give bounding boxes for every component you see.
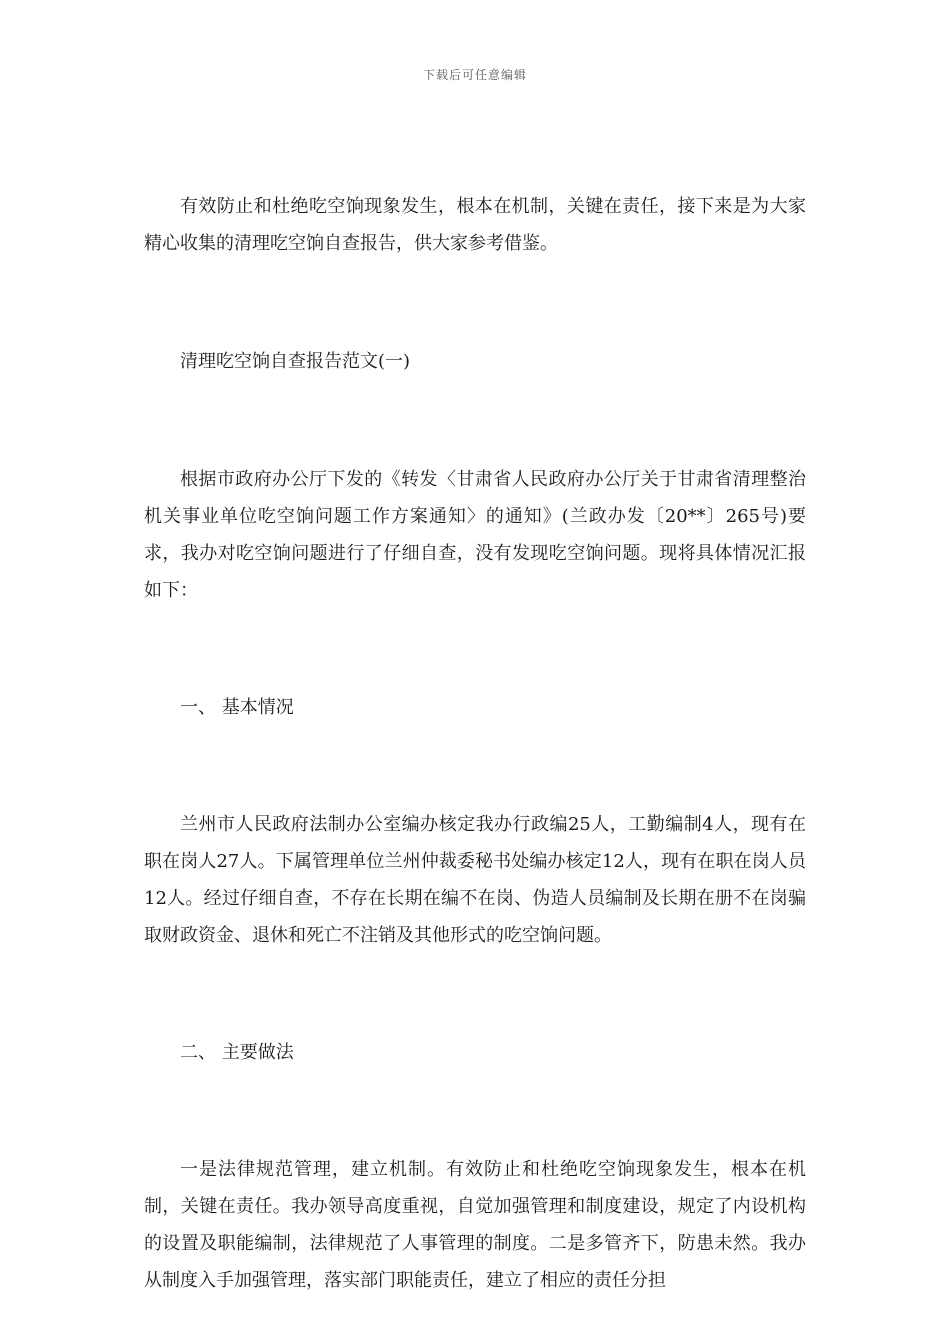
paragraph-basis: 根据市政府办公厅下发的《转发〈甘肃省人民政府办公厅关于甘肃省清理整治机关事业单位吃空饷问题工作方案通知〉的通知》(兰政办发〔20**〕265号)要求，我办对吃空饷问题进行了仔细自查，没有发现吃空饷问题。现将具体情况汇报如下： bbox=[144, 469, 806, 601]
paragraph-practices: 一是法律规范管理，建立机制。有效防止和杜绝吃空饷现象发生，根本在机制，关键在责任。我办领导高度重视，自觉加强管理和制度建设，规定了内设机构的设置及职能编制，法律规范了人事管理的制度。二是多管齐下，防患未然。我办从制度入手加强管理，落实部门职能责任，建立了相应的责任分担 bbox=[144, 1159, 806, 1291]
spacer bbox=[144, 380, 806, 461]
spacer bbox=[144, 954, 806, 1034]
report-title: 清理吃空饷自查报告范文(一) bbox=[180, 351, 411, 372]
section-heading-basic: 一、 基本情况 bbox=[180, 697, 294, 718]
spacer bbox=[144, 609, 806, 689]
page-header: 下载后可任意编辑 bbox=[422, 68, 527, 82]
paragraph-basic-situation: 兰州市人民政府法制办公室编办核定我办行政编25人，工勤编制4人，现有在职在岗人27人。下属管理单位兰州仲裁委秘书处编办核定12人，现有在职在岗人员12人。经过仔细自查，不存在长期在编不在岗、伪造人员编制及长期在册不在岗骗取财政资金、退休和死亡不注销及其他形式的吃空饷问题。 bbox=[144, 814, 806, 946]
section-heading-practices: 二、 主要做法 bbox=[180, 1042, 294, 1063]
spacer bbox=[144, 262, 806, 343]
spacer bbox=[144, 726, 806, 806]
intro-paragraph: 有效防止和杜绝吃空饷现象发生，根本在机制，关键在责任，接下来是为大家精心收集的清理吃空饷自查报告，供大家参考借鉴。 bbox=[144, 196, 806, 254]
spacer bbox=[144, 1071, 806, 1151]
document-body bbox=[144, 188, 806, 1299]
